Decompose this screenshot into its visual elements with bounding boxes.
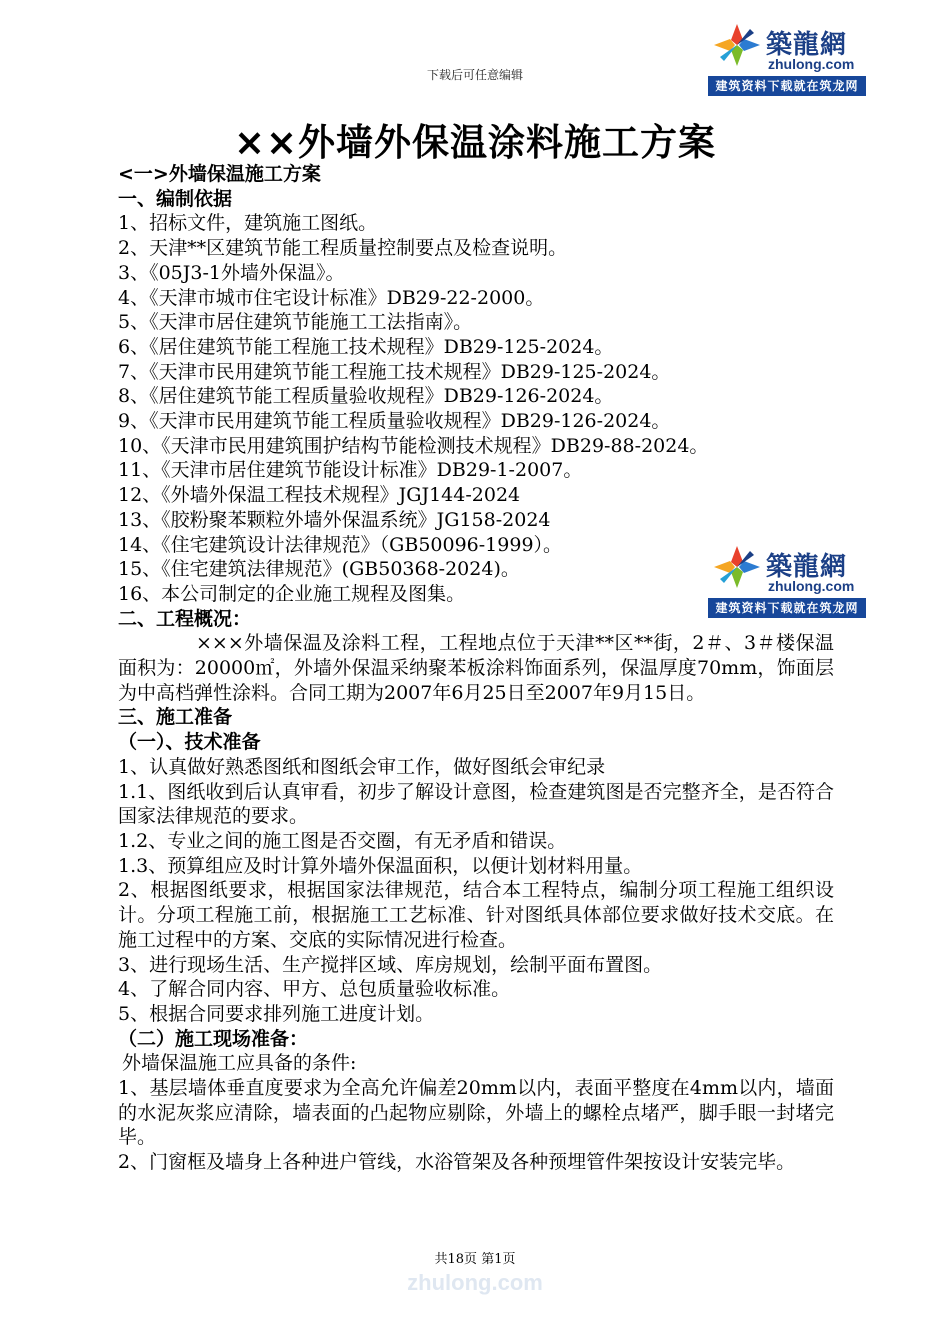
basis-item: 2、天津**区建筑节能工程质量控制要点及检查说明。 [118,237,568,260]
logo-tagline: 建筑资料下载就在筑龙网 [708,76,866,96]
logo-brand: 築龍網 [766,30,848,60]
basis-item: 11、《天津市居住建筑节能设计标准》DB29-1-2007。 [118,459,583,482]
overview-paragraph: ×××外墙保温及涂料工程，工程地点位于天津**区**街，2＃、3＃楼保温面积为：20000㎡，外墙外保温采纳聚苯板涂料饰面系列，保温厚度70mm，饰面层为中高档弹性涂料。合同工期为2007年6月25日至2007年9月15日。 [118,632,834,704]
basis-item: 6、《居住建筑节能工程施工技术规程》DB29-125-2024。 [118,335,614,358]
basis-item: 4、《天津市城市住宅设计标准》DB29-22-2000。 [118,286,545,309]
basis-item: 13、《胶粉聚苯颗粒外墙外保温系统》JG158-2024 [118,508,551,531]
tech-item: 5、根据合同要求排列施工进度计划。 [118,1002,435,1025]
logo-domain: zhulong.com [768,578,855,594]
document-title: ××外墙外保温涂料施工方案 [233,121,716,164]
document-body [118,162,834,1175]
section-2-heading: 二、工程概况： [118,607,252,630]
subsection-2-heading: （二）施工现场准备： [118,1027,309,1050]
basis-item: 9、《天津市民用建筑节能工程质量验收规程》DB29-126-2024。 [118,410,671,433]
basis-item: 14、《住宅建筑设计法律规范》（GB50096-1999）。 [118,533,563,556]
basis-item: 8、《居住建筑节能工程质量验收规程》DB29-126-2024。 [118,385,614,408]
tech-item: 1、认真做好熟悉图纸和图纸会审工作，做好图纸会审纪录 [118,755,606,778]
tech-item: 1.1、图纸收到后认真审看，初步了解设计意图，检查建筑图是否完整齐全，是否符合国家法律规范的要求。 [118,780,834,828]
basis-item: 15、《住宅建筑法律规范》(GB50368-2024)。 [118,558,520,581]
section-3-heading: 三、施工准备 [118,706,233,729]
section-1-heading: 一、编制依据 [118,187,233,210]
tech-item: 2、根据图纸要求，根据国家法律规范，结合本工程特点，编制分项工程施工组织设计。分项工程施工前，根据施工工艺标准、针对图纸具体部位要求做好技术交底。在施工过程中的方案、交底的实际情况进行检查。 [118,879,834,951]
site-item: 2、门窗框及墙身上各种进户管线，水浴管架及各种预埋管件架按设计安装完毕。 [118,1151,796,1174]
basis-item: 1、招标文件，建筑施工图纸。 [118,212,378,235]
header-note: 下载后可任意编辑 [426,68,523,82]
basis-item: 10、《天津市民用建筑围护结构节能检测技术规程》DB29-88-2024。 [118,434,709,457]
basis-item: 16、本公司制定的企业施工规程及图集。 [118,582,466,605]
tech-item: 1.3、预算组应及时计算外墙外保温面积，以便计划材料用量。 [118,854,643,877]
pinwheel-logo-icon [710,20,764,70]
site-item: 1、基层墙体垂直度要求为全高允许偏差20mm以内，表面平整度在4mm以内，墙面的水泥灰浆应清除，墙表面的凸起物应剔除，外墙上的螺栓点堵严，脚手眼一封堵完毕。 [118,1077,834,1149]
tech-item: 4、了解合同内容、甲方、总包质量验收标准。 [118,978,511,1001]
logo-tagline: 建筑资料下载就在筑龙网 [708,598,866,618]
subsection-1-heading: （一）、技术准备 [118,731,261,754]
basis-item: 5、《天津市居住建筑节能施工工法指南》。 [118,311,473,334]
basis-item: 3、《05J3-1外墙外保温》。 [118,261,345,284]
basis-item: 7、《天津市民用建筑节能工程施工技术规程》DB29-125-2024。 [118,360,671,383]
watermark-text: zhulong.com [407,1270,543,1295]
logo-brand: 築龍網 [766,552,848,582]
section-a-heading: <一>外墙保温施工方案 [118,163,321,185]
tech-item: 1.2、专业之间的施工图是否交圈，有无矛盾和错误。 [118,829,567,852]
logo-domain: zhulong.com [768,56,855,72]
zhulong-logo-top [708,18,866,96]
site-intro: 外墙保温施工应具备的条件: [122,1052,357,1075]
tech-item: 3、进行现场生活、生产搅拌区域、库房规划，绘制平面布置图。 [118,953,663,976]
page-footer: 共18页 第1页 [434,1252,516,1267]
basis-item: 12、《外墙外保温工程技术规程》JGJ144-2024 [118,484,521,507]
